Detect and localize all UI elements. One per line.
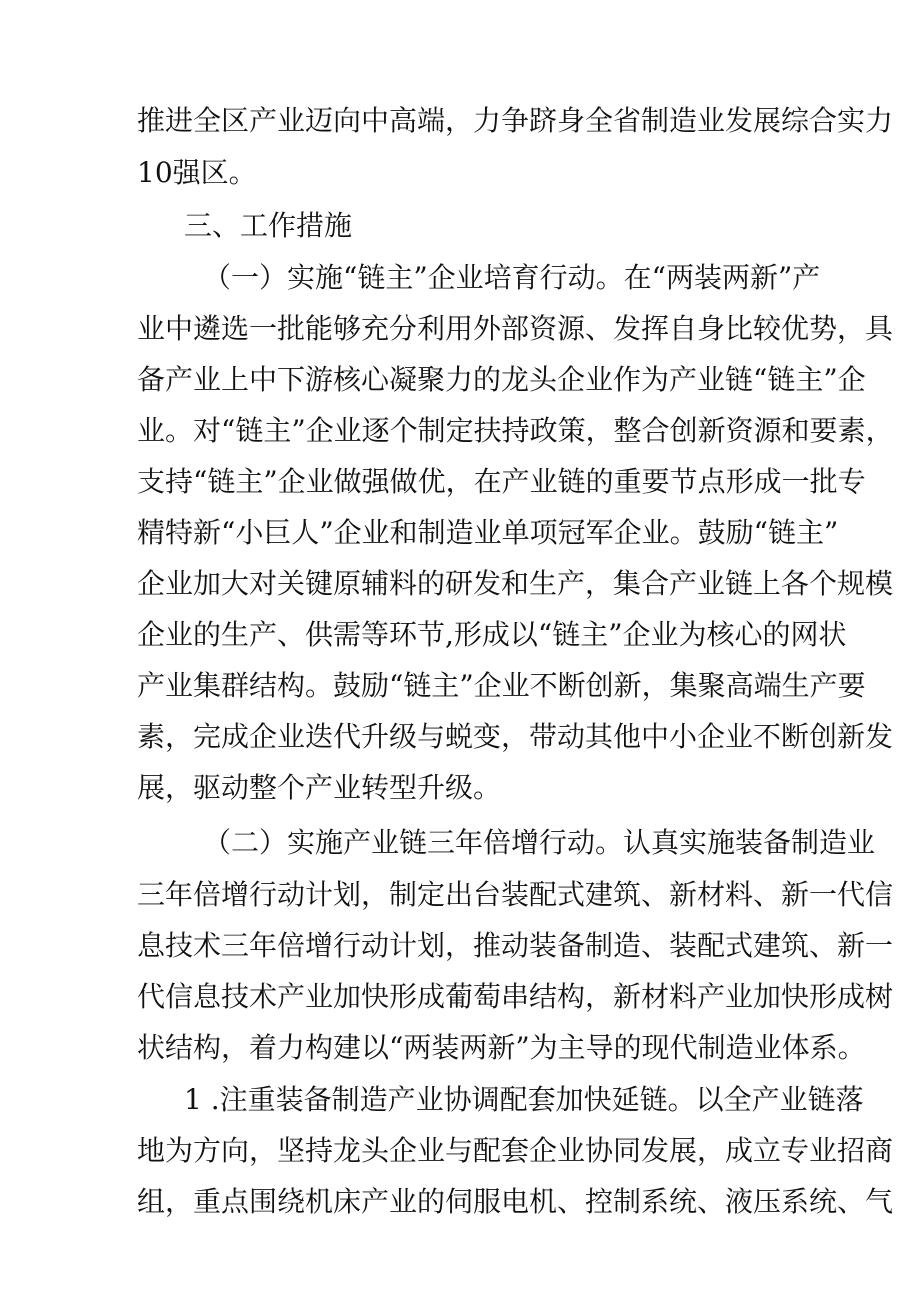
text-line: 状结构，着力构建以“两装两新”为主导的现代制造业体系。 — [137, 1031, 866, 1064]
text-line: 组，重点围绕机床产业的伺服电机、控制系统、液压系统、气 — [137, 1185, 894, 1218]
text-line: 企业的生产、供需等环节,形成以“链主”企业为核心的网状 — [137, 618, 847, 651]
text-line: 素，完成企业迭代升级与蜕变，带动其他中小企业不断创新发 — [137, 720, 894, 753]
text-line: 息技术三年倍增行动计划，推动装备制造、装配式建筑、新一 — [137, 929, 894, 962]
text-line: 精特新“小巨人”企业和制造业单项冠军企业。鼓励“链主” — [137, 516, 839, 549]
text-line: 代信息技术产业加快形成葡萄串结构，新材料产业加快形成树 — [137, 980, 894, 1013]
text-line: 支持“链主”企业做强做优，在产业链的重要节点形成一批专 — [137, 465, 866, 498]
text-line: 展，驱动整个产业转型升级。 — [137, 771, 502, 804]
text-line: 产业集群结构。鼓励“链主”企业不断创新，集聚高端生产要 — [137, 669, 866, 702]
section-heading: 三、工作措施 — [184, 209, 353, 242]
text-line: 企业加大对关键原辅料的研发和生产，集合产业链上各个规模 — [137, 567, 894, 600]
paragraph-first-line: 1 .注重装备制造产业协调配套加快延链。以全产业链落 — [184, 1083, 864, 1116]
text-line: 推进全区产业迈向中高端，力争跻身全省制造业发展综合实力 — [137, 104, 894, 137]
text-line: 地为方向，坚持龙头企业与配套企业协同发展，成立专业招商 — [137, 1134, 894, 1167]
text-line: 备产业上中下游核心凝聚力的龙头企业作为产业链“链主”企 — [137, 363, 866, 396]
text-line: 10强区。 — [137, 156, 257, 189]
text-line: 三年倍增行动计划，制定出台装配式建筑、新材料、新一代信 — [137, 878, 894, 911]
paragraph-first-line: （一）实施“链主”企业培育行动。在“两装两新”产 — [203, 261, 821, 294]
paragraph-first-line: （二）实施产业链三年倍增行动。认真实施装备制造业 — [203, 826, 876, 859]
text-line: 业。对“链主”企业逐个制定扶持政策，整合创新资源和要素， — [137, 414, 894, 447]
text-line: 业中遴选一批能够充分利用外部资源、发挥自身比较优势，具 — [137, 312, 894, 345]
